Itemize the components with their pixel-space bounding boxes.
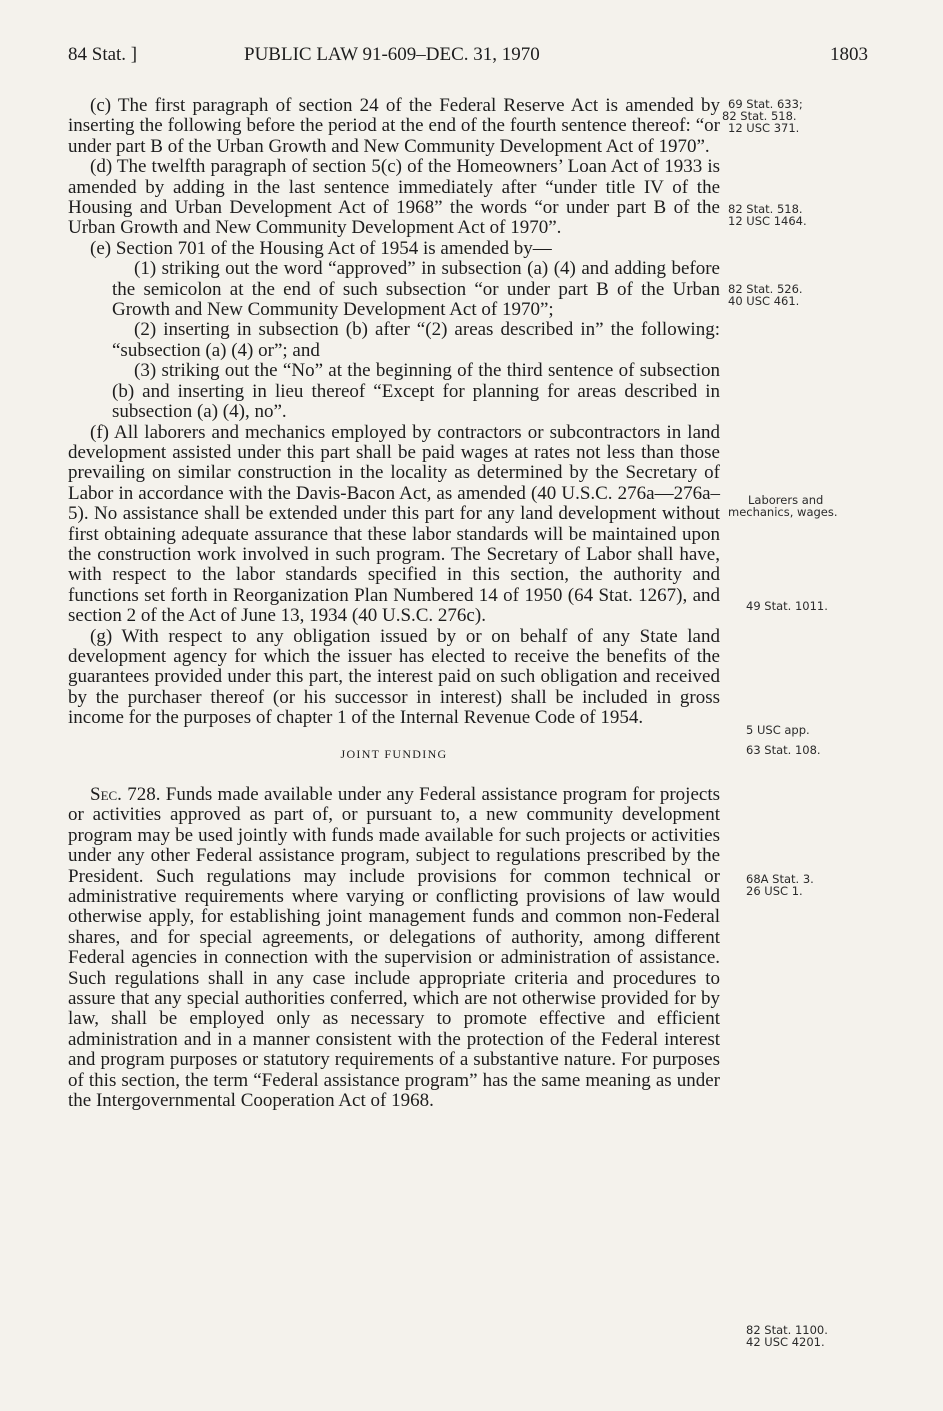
margin-note-line: 26 USC 1.: [746, 884, 803, 898]
margin-note-line: 5 USC app.: [746, 723, 810, 737]
clause-e3: (3) striking out the “No” at the beginning of the third sentence of subsection (b) and inserting in lieu thereof “Except for planning for areas described in subsection (a) (4), no”.: [112, 360, 720, 423]
margin-note-line: 82 Stat. 1100.: [746, 1323, 828, 1337]
margin-note: [728, 744, 868, 756]
section-heading: JOINT FUNDING: [340, 746, 448, 761]
margin-note-line: mechanics, wages.: [728, 505, 838, 519]
margin-note-line: 69 Stat. 633;: [728, 97, 803, 111]
section-728-text: Funds made available under any Federal assistance program for projects or activities approved as part of, or pursuant to, a new community development program may be used jointly with funds made available for such projects or activities under any other Federal assistance program, subject to regulations prescribed by the President. Such regulations may include provisions for common technical or administrative requirements where varying or conflicting provisions of law would otherwise apply, for establishing joint management funds and common non-Federal shares, and for special agreements, or delegations of authority, among different Federal agencies in connection with the supervision or administration of assistance. Such regulations shall in any case include appropriate criteria and procedures to assure that any special authorities conferred, which are not otherwise provided for by law, shall be employed only as necessary to promote effective and efficient administration and in a manner consistent with the protection of the Federal interest and program purposes or statutory requirements of a substantive nature. For purposes of this section, the term “Federal assistance program” has the same meaning as under the Intergovernmental Cooperation Act of 1968.: [68, 784, 720, 1112]
clause-e1: (1) striking out the word “approved” in subsection (a) (4) and adding before the semicolon at the end of such subsection “or under part B of the Urban Growth and New Community Development Act of 1970”;: [112, 258, 720, 321]
margin-note-line: 82 Stat. 526.: [728, 282, 803, 296]
clause-e2: (2) inserting in subsection (b) after “(2) areas described in” the following: “subsection (a) (4) or”; and: [112, 319, 720, 361]
margin-note: [728, 283, 868, 307]
margin-note: [728, 873, 868, 897]
header-title: PUBLIC LAW 91-609–DEC. 31, 1970: [244, 44, 540, 65]
margin-note-line: 12 USC 1464.: [728, 214, 807, 228]
paragraph-d: (d) The twelfth paragraph of section 5(c) of the Homeowners’ Loan Act of 1933 is amended by adding in the last sentence immediately after “under title IV of the Housing and Urban Development Act of 1968” the words “or under part B of the Urban Growth and New Community Development Act of 1970”.: [68, 156, 720, 239]
margin-note-line: 42 USC 4201.: [746, 1335, 825, 1349]
paragraph-g: (g) With respect to any obligation issued by or on behalf of any State land development agency for which the issuer has elected to receive the benefits of the guarantees provided under this part, the interest paid on such obligation and received by the purchaser thereof (or his successor in interest) shall be included in gross income for the purposes of chapter 1 of the Internal Revenue Code of 1954.: [68, 625, 720, 729]
margin-note: [728, 203, 868, 227]
section-728: [68, 785, 720, 1112]
margin-note-line: Laborers and: [748, 493, 824, 507]
section-label: Sec. 728.: [90, 784, 161, 805]
margin-note: [728, 600, 868, 612]
page-header: [68, 44, 868, 74]
margin-note-line: 63 Stat. 108.: [746, 743, 821, 757]
margin-note-line: 82 Stat. 518.: [728, 202, 803, 216]
margin-note: [728, 724, 868, 736]
main-text: [68, 96, 720, 1112]
paragraph-e: (e) Section 701 of the Housing Act of 1954 is amended by—: [90, 237, 552, 259]
margin-note: [728, 1324, 868, 1348]
margin-note-line: 68A Stat. 3.: [746, 872, 814, 886]
margin-note: [722, 97, 868, 135]
margin-note: [728, 494, 868, 518]
margin-note-line: 82 Stat. 518.: [722, 109, 797, 123]
margin-note-line: 40 USC 461.: [728, 294, 800, 308]
margin-note-line: 49 Stat. 1011.: [746, 599, 828, 613]
margin-note-line: 12 USC 371.: [728, 121, 800, 135]
paragraph-c: (c) The first paragraph of section 24 of the Federal Reserve Act is amended by inserting the following before the period at the end of the fourth sentence thereof: “or under part B of the Urban Growth and New Community Development Act of 1970”.: [68, 95, 720, 157]
page-number: 1803: [830, 44, 868, 65]
header-volume: 84 Stat. ]: [68, 44, 138, 65]
paragraph-f: (f) All laborers and mechanics employed by contractors or subcontractors in land development assisted under this part shall be paid wages at rates not less than those prevailing on similar construction in the locality as determined by the Secretary of Labor in accordance with the Davis-Bacon Act, as amended (40 U.S.C. 276a—276a–5). No assistance shall be extended under this part for any land development without first obtaining adequate assurance that these labor standards will be maintained upon the construction work involved in such program. The Secretary of Labor shall have, with respect to the labor standards specified in this section, the authority and functions set forth in Reorganization Plan Numbered 14 of 1950 (64 Stat. 1267), and section 2 of the Act of June 13, 1934 (40 U.S.C. 276c).: [68, 421, 720, 627]
